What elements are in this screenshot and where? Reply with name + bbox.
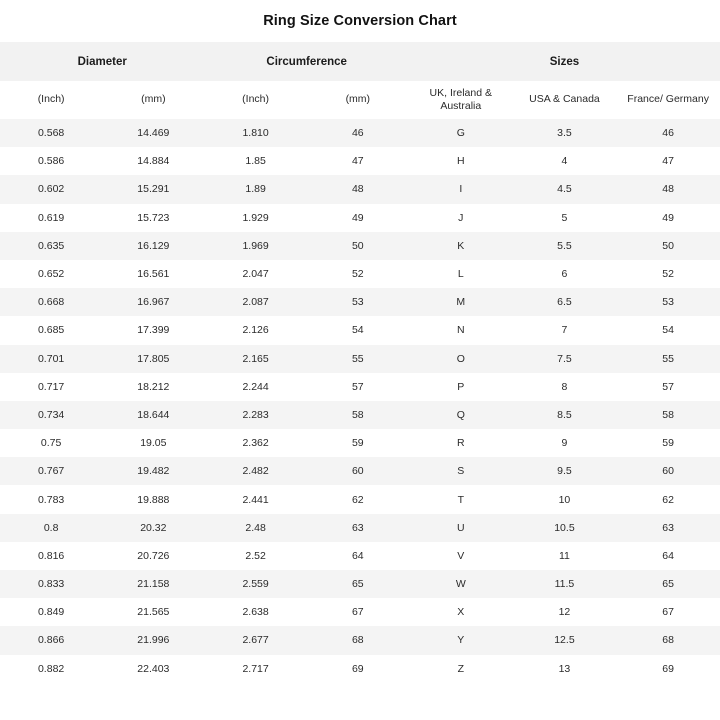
- table-cell: H: [409, 147, 513, 175]
- table-cell: G: [409, 119, 513, 147]
- sub-header-diameter-mm: (mm): [102, 81, 204, 119]
- table-cell: 0.568: [0, 119, 102, 147]
- table-cell: 22.403: [102, 655, 204, 683]
- table-cell: Z: [409, 655, 513, 683]
- table-row: [0, 316, 720, 344]
- table-cell: 48: [307, 175, 409, 203]
- table-row: [0, 598, 720, 626]
- table-cell: 62: [616, 485, 720, 513]
- sub-header-france-germany: France/ Germany: [616, 81, 720, 119]
- table-cell: T: [409, 485, 513, 513]
- table-cell: 54: [616, 316, 720, 344]
- table-cell: 16.561: [102, 260, 204, 288]
- table-cell: K: [409, 232, 513, 260]
- table-cell: 14.884: [102, 147, 204, 175]
- table-cell: 0.668: [0, 288, 102, 316]
- table-cell: 3.5: [513, 119, 617, 147]
- table-row: [0, 204, 720, 232]
- table-cell: 65: [616, 570, 720, 598]
- table-row: [0, 542, 720, 570]
- table-cell: 60: [616, 457, 720, 485]
- table-cell: 55: [616, 345, 720, 373]
- sub-header-diameter-inch: (Inch): [0, 81, 102, 119]
- table-cell: 65: [307, 570, 409, 598]
- table-cell: 2.283: [204, 401, 306, 429]
- sub-header-usa-canada: USA & Canada: [513, 81, 617, 119]
- table-cell: 0.75: [0, 429, 102, 457]
- table-cell: 2.52: [204, 542, 306, 570]
- table-cell: 0.619: [0, 204, 102, 232]
- table-cell: Q: [409, 401, 513, 429]
- table-cell: 7.5: [513, 345, 617, 373]
- table-cell: R: [409, 429, 513, 457]
- table-cell: 9.5: [513, 457, 617, 485]
- table-cell: 2.165: [204, 345, 306, 373]
- table-sub-header-row: [0, 81, 720, 119]
- ring-size-table: [0, 42, 720, 683]
- table-cell: 0.816: [0, 542, 102, 570]
- table-cell: 68: [307, 626, 409, 654]
- table-cell: 9: [513, 429, 617, 457]
- table-cell: 7: [513, 316, 617, 344]
- table-cell: 0.717: [0, 373, 102, 401]
- group-header-sizes: Sizes: [409, 42, 720, 81]
- table-cell: 8.5: [513, 401, 617, 429]
- table-cell: 0.783: [0, 485, 102, 513]
- table-row: [0, 401, 720, 429]
- table-cell: 20.726: [102, 542, 204, 570]
- table-cell: 46: [307, 119, 409, 147]
- table-cell: 50: [616, 232, 720, 260]
- table-cell: 2.482: [204, 457, 306, 485]
- table-cell: P: [409, 373, 513, 401]
- table-cell: 63: [616, 514, 720, 542]
- table-cell: 63: [307, 514, 409, 542]
- table-cell: 2.087: [204, 288, 306, 316]
- table-cell: 2.638: [204, 598, 306, 626]
- table-cell: 1.89: [204, 175, 306, 203]
- table-cell: 68: [616, 626, 720, 654]
- table-cell: 17.399: [102, 316, 204, 344]
- table-cell: 0.8: [0, 514, 102, 542]
- group-header-circumference: Circumference: [204, 42, 408, 81]
- table-cell: 0.833: [0, 570, 102, 598]
- table-cell: 49: [616, 204, 720, 232]
- table-cell: Y: [409, 626, 513, 654]
- table-cell: O: [409, 345, 513, 373]
- table-cell: 52: [616, 260, 720, 288]
- table-cell: 12.5: [513, 626, 617, 654]
- table-cell: 20.32: [102, 514, 204, 542]
- table-cell: 19.05: [102, 429, 204, 457]
- table-cell: 11: [513, 542, 617, 570]
- table-row: [0, 514, 720, 542]
- table-cell: 2.441: [204, 485, 306, 513]
- table-cell: 67: [616, 598, 720, 626]
- table-cell: 69: [616, 655, 720, 683]
- sub-header-uk-text: UK, Ireland & Australia: [429, 86, 492, 112]
- table-cell: 58: [616, 401, 720, 429]
- table-group-header-row: [0, 42, 720, 81]
- table-cell: 0.849: [0, 598, 102, 626]
- table-cell: 59: [616, 429, 720, 457]
- table-row: [0, 232, 720, 260]
- table-cell: N: [409, 316, 513, 344]
- table-cell: U: [409, 514, 513, 542]
- table-cell: 1.929: [204, 204, 306, 232]
- table-cell: 19.482: [102, 457, 204, 485]
- table-cell: 8: [513, 373, 617, 401]
- table-cell: 0.767: [0, 457, 102, 485]
- table-cell: 53: [307, 288, 409, 316]
- table-cell: 6.5: [513, 288, 617, 316]
- table-row: [0, 655, 720, 683]
- table-cell: W: [409, 570, 513, 598]
- table-row: [0, 147, 720, 175]
- table-cell: M: [409, 288, 513, 316]
- table-cell: 18.644: [102, 401, 204, 429]
- table-cell: 55: [307, 345, 409, 373]
- table-cell: 17.805: [102, 345, 204, 373]
- table-cell: 48: [616, 175, 720, 203]
- table-cell: 0.635: [0, 232, 102, 260]
- table-cell: 1.810: [204, 119, 306, 147]
- table-row: [0, 570, 720, 598]
- table-cell: 47: [307, 147, 409, 175]
- table-cell: 54: [307, 316, 409, 344]
- table-cell: 69: [307, 655, 409, 683]
- table-cell: 5.5: [513, 232, 617, 260]
- table-cell: 49: [307, 204, 409, 232]
- table-cell: 2.677: [204, 626, 306, 654]
- table-row: [0, 373, 720, 401]
- table-cell: 58: [307, 401, 409, 429]
- table-cell: 2.362: [204, 429, 306, 457]
- table-cell: 13: [513, 655, 617, 683]
- table-cell: 19.888: [102, 485, 204, 513]
- table-cell: 5: [513, 204, 617, 232]
- table-cell: 0.866: [0, 626, 102, 654]
- group-header-diameter: Diameter: [0, 42, 204, 81]
- table-cell: 57: [616, 373, 720, 401]
- table-cell: 64: [307, 542, 409, 570]
- table-cell: 15.291: [102, 175, 204, 203]
- table-cell: 0.586: [0, 147, 102, 175]
- table-body: [0, 42, 720, 683]
- table-cell: J: [409, 204, 513, 232]
- table-cell: 1.85: [204, 147, 306, 175]
- table-cell: 1.969: [204, 232, 306, 260]
- table-cell: 59: [307, 429, 409, 457]
- table-cell: 53: [616, 288, 720, 316]
- table-cell: X: [409, 598, 513, 626]
- table-cell: 2.047: [204, 260, 306, 288]
- table-cell: 15.723: [102, 204, 204, 232]
- table-cell: 2.717: [204, 655, 306, 683]
- table-row: [0, 260, 720, 288]
- table-cell: 67: [307, 598, 409, 626]
- table-row: [0, 175, 720, 203]
- table-cell: 21.996: [102, 626, 204, 654]
- table-cell: 12: [513, 598, 617, 626]
- table-cell: 11.5: [513, 570, 617, 598]
- table-cell: 0.602: [0, 175, 102, 203]
- table-cell: 16.967: [102, 288, 204, 316]
- table-cell: 0.734: [0, 401, 102, 429]
- table-cell: 0.882: [0, 655, 102, 683]
- table-cell: 14.469: [102, 119, 204, 147]
- table-row: [0, 119, 720, 147]
- page-title: Ring Size Conversion Chart: [263, 13, 457, 29]
- table-cell: 2.244: [204, 373, 306, 401]
- table-cell: S: [409, 457, 513, 485]
- table-row: [0, 345, 720, 373]
- table-cell: 60: [307, 457, 409, 485]
- table-cell: 2.48: [204, 514, 306, 542]
- table-row: [0, 429, 720, 457]
- table-cell: 18.212: [102, 373, 204, 401]
- table-cell: 4.5: [513, 175, 617, 203]
- table-cell: 21.565: [102, 598, 204, 626]
- table-row: [0, 626, 720, 654]
- table-cell: 62: [307, 485, 409, 513]
- table-cell: 10: [513, 485, 617, 513]
- table-cell: 52: [307, 260, 409, 288]
- table-cell: I: [409, 175, 513, 203]
- table-cell: 0.685: [0, 316, 102, 344]
- sub-header-uk-ireland-australia: [409, 81, 513, 119]
- table-cell: 6: [513, 260, 617, 288]
- table-row: [0, 485, 720, 513]
- table-row: [0, 288, 720, 316]
- table-cell: 64: [616, 542, 720, 570]
- table-cell: 2.559: [204, 570, 306, 598]
- table-cell: 46: [616, 119, 720, 147]
- table-cell: 47: [616, 147, 720, 175]
- sub-header-circumference-mm: (mm): [307, 81, 409, 119]
- table-cell: L: [409, 260, 513, 288]
- table-cell: 16.129: [102, 232, 204, 260]
- table-cell: V: [409, 542, 513, 570]
- table-cell: 10.5: [513, 514, 617, 542]
- table-row: [0, 457, 720, 485]
- table-cell: 2.126: [204, 316, 306, 344]
- table-cell: 4: [513, 147, 617, 175]
- sub-header-circumference-inch: (Inch): [204, 81, 306, 119]
- table-cell: 0.701: [0, 345, 102, 373]
- table-cell: 21.158: [102, 570, 204, 598]
- table-cell: 0.652: [0, 260, 102, 288]
- table-cell: 57: [307, 373, 409, 401]
- table-cell: 50: [307, 232, 409, 260]
